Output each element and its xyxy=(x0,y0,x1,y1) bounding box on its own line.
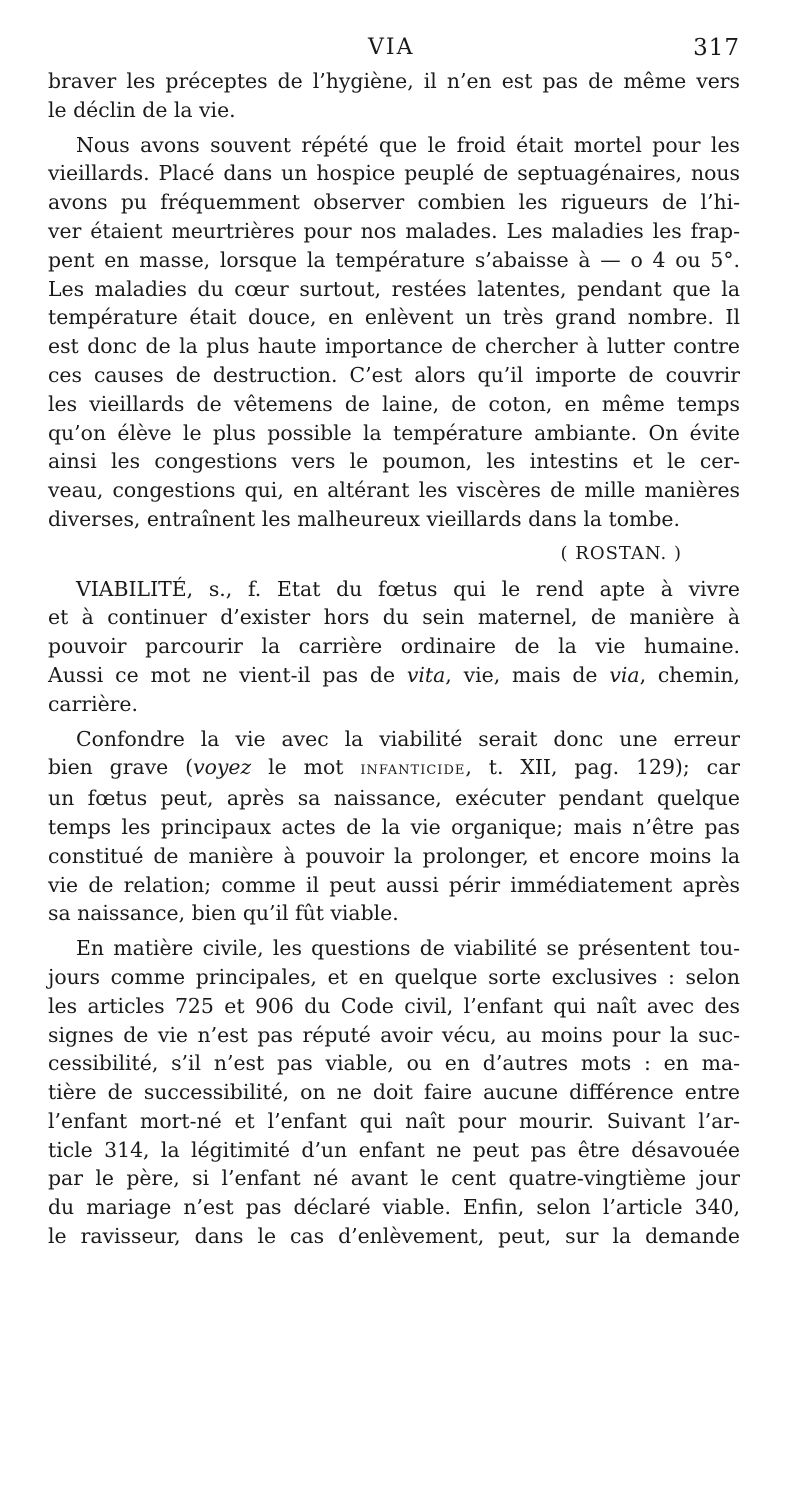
text-line: pent en masse, lorsque la température s’abaisse à — o 4 ou 5°. xyxy=(48,247,740,272)
text-line: température était douce, en enlèvent un très grand nombre. Il xyxy=(48,305,740,330)
text-run: , vie, mais de xyxy=(445,662,610,687)
text-line: un fœtus peut, après sa naissance, exécuter pendant quelque xyxy=(48,786,740,811)
paragraph xyxy=(48,934,740,1251)
text-line: vie de relation; comme il peut aussi périr immédiatement après xyxy=(48,872,740,897)
text-line xyxy=(48,575,740,604)
text-line: et à continuer d’exister hors du sein maternel, de manière à xyxy=(48,605,740,630)
text-run: bien grave ( xyxy=(48,755,194,780)
page-number: 317 xyxy=(693,35,740,61)
text-run: , chemin, xyxy=(639,662,740,687)
text-line: l’enfant mort-né et l’enfant qui naît pour mourir. Suivant l’ar- xyxy=(48,1108,740,1133)
paragraph xyxy=(48,575,740,719)
text-line: du mariage n’est pas déclaré viable. Enfin, selon l’article 340, xyxy=(48,1195,740,1220)
text-line: signes de vie n’est pas réputé avoir vécu, au moins pour la suc- xyxy=(48,1022,740,1047)
text-line: Confondre la vie avec la viabilité serait donc une erreur xyxy=(76,726,740,751)
text-line: En matière civile, les questions de viabilité se présentent tou- xyxy=(76,936,740,961)
text-line: qu’on élève le plus possible la température ambiante. On évite xyxy=(48,420,740,445)
text-line: est donc de la plus haute importance de chercher à lutter contre xyxy=(48,334,740,359)
text-line: carrière. xyxy=(48,691,138,716)
text-line: avons pu fréquemment observer combien les rigueurs de l’hi- xyxy=(48,190,740,215)
text-line: veau, congestions qui, en altérant les viscères de mille manières xyxy=(48,478,740,503)
text-run: Aussi ce mot ne vient-il pas de xyxy=(48,662,407,687)
italic-term: vita xyxy=(406,662,446,687)
text-line: vieillards. Placé dans un hospice peuplé de septuagénaires, nous xyxy=(48,161,740,186)
paragraph xyxy=(48,725,740,929)
text-run: VIABILITÉ xyxy=(76,576,187,601)
text-line: sa naissance, bien qu’il fût viable. xyxy=(48,901,399,926)
paragraph xyxy=(48,131,740,534)
paragraph xyxy=(48,540,740,569)
text-line: les vieillards de vêtemens de laine, de coton, en même temps xyxy=(48,391,740,416)
text-line: Nous avons souvent répété que le froid était mortel pour les xyxy=(76,132,740,157)
text-run: , s., f. Etat du fœtus qui le rend apte à vivre xyxy=(186,576,740,601)
text-line xyxy=(48,753,740,784)
text-line: Les maladies du cœur surtout, restées latentes, pendant que la xyxy=(48,276,740,301)
text-line: diverses, entraînent les malheureux vieillards dans la tombe. xyxy=(48,506,680,531)
text-line: constitué de manière à pouvoir la prolonger, et encore moins la xyxy=(48,843,740,868)
text-line: cessibilité, s’il n’est pas viable, ou en d’autres mots : en ma- xyxy=(48,1051,740,1076)
paragraph xyxy=(48,67,740,125)
text-line: ainsi les congestions vers le poumon, les intestins et le cer- xyxy=(48,449,740,474)
text-line: tière de successibilité, on ne doit faire aucune différence entre xyxy=(48,1080,740,1105)
cross-reference: infanticide xyxy=(360,758,466,780)
running-head: VIA xyxy=(368,35,415,60)
text-line: ces causes de destruction. C’est alors qu’il importe de couvrir xyxy=(48,362,740,387)
italic-term: voyez xyxy=(193,755,252,780)
text-line: le ravisseur, dans le cas d’enlèvement, peut, sur la demande xyxy=(48,1224,740,1249)
page-header xyxy=(48,33,740,67)
italic-term: via xyxy=(609,662,640,687)
text-line: les articles 725 et 906 du Code civil, l’enfant qui naît avec des xyxy=(48,993,740,1018)
body-text xyxy=(48,67,740,1251)
text-line: ticle 314, la légitimité d’un enfant ne peut pas être désavouée xyxy=(48,1137,740,1162)
text-line: jours comme principales, et en quelque sorte exclusives : selon xyxy=(48,964,740,989)
text-line: pouvoir parcourir la carrière ordinaire de la vie humaine. xyxy=(48,634,740,659)
text-line: braver les préceptes de l’hygiène, il n’en est pas de même vers xyxy=(48,69,740,93)
text-line: le déclin de la vie. xyxy=(48,97,236,122)
text-line: temps les principaux actes de la vie organique; mais n’être pas xyxy=(48,814,740,839)
text-run: le mot xyxy=(251,755,361,780)
text-line xyxy=(48,661,740,690)
author-signature: ( ROSTAN. ) xyxy=(560,542,682,564)
text-line: ver étaient meurtrières pour nos malades. Les maladies les frap- xyxy=(48,218,740,243)
text-run: , t. XII, pag. 129); car xyxy=(465,755,740,780)
text-line: par le père, si l’enfant né avant le cent quatre-vingtième jour xyxy=(48,1166,740,1191)
